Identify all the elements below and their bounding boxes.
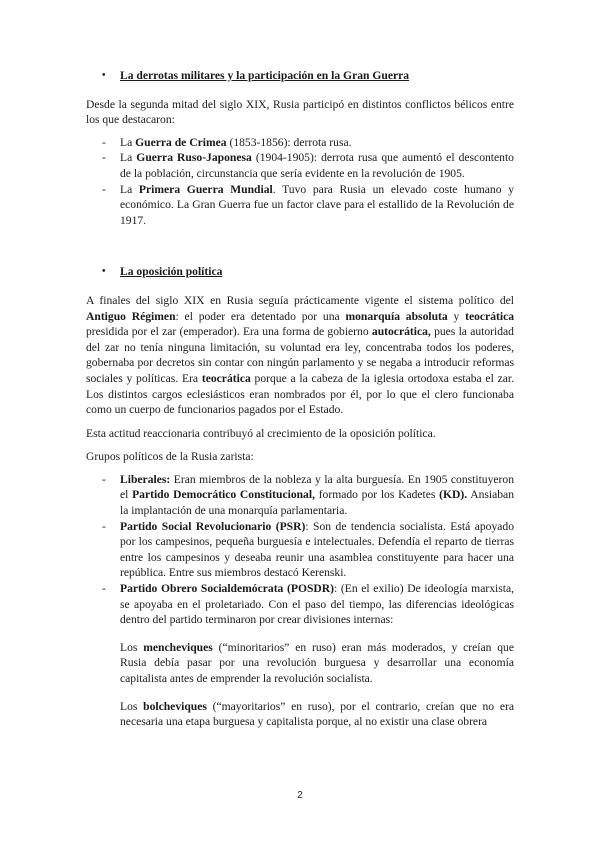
text-run: (1904-1905): derrota rusa que aumentó el descontento de la población, circunstancia que sería evidente en la revolución de 1905. [120, 151, 514, 180]
political-groups-list [86, 472, 514, 628]
page-number: 2 [297, 790, 303, 801]
list-item-psr: - Partido Social Revolucionario (PSR): Son de tendencia socialista. Está apoyado por los campesinos, pequeña burguesía e intelectuales. Defendía el reparto de tierras entre los campesinos y deseaba reunir una asamblea constituyente para hacer una república. Entre sus miembros destacó Kerenski. [86, 519, 514, 581]
bold-term: Guerra de Crimea [135, 135, 227, 149]
dash-marker: - [102, 151, 106, 165]
bold-term: teocrática [465, 309, 515, 323]
dash-marker: - [102, 472, 106, 486]
list-item [86, 150, 514, 181]
bold-term: monarquía absoluta [345, 309, 448, 323]
section-heading-military-defeats [86, 68, 514, 84]
text-run: La [120, 182, 139, 196]
bold-term: teocrática [201, 371, 251, 385]
dash-marker: - [102, 182, 106, 196]
section-heading-political-opposition [86, 264, 514, 280]
text-run: La [120, 151, 137, 165]
bold-term: bolcheviques [143, 699, 207, 713]
paragraph-bolcheviques: Los bolcheviques (“mayoritarios” en ruso), por el contrario, creían que no era necesaria una etapa burguesa y capitalista porque, al no existir una clase obrera [120, 699, 514, 729]
section-title: La oposición política [120, 265, 223, 279]
dash-marker: - [102, 135, 106, 149]
bold-term: Antiguo Régimen [86, 309, 176, 323]
bullet-icon: • [102, 70, 106, 81]
paragraph: Grupos políticos de la Rusia zarista: [86, 450, 254, 464]
list-item [86, 135, 514, 151]
bold-term: autocrática, [371, 325, 431, 339]
bold-term: Primera Guerra Mundial [138, 182, 273, 196]
war-list [86, 135, 514, 229]
dash-marker: - [102, 519, 106, 533]
bold-term: Liberales: [120, 472, 171, 486]
page-content [86, 68, 514, 730]
bold-term: Guerra Ruso-Japonesa [136, 151, 252, 165]
dash-marker: - [102, 582, 106, 596]
paragraph: Desde la segunda mitad del siglo XIX, Rusia participó en distintos conflictos bélicos entre los que destacaron: [86, 97, 514, 127]
paragraph: A finales del siglo XIX en Rusia seguía prácticamente vigente el sistema político del Antiguo Régimen: el poder era detentado por una monarquía absoluta y teocrática presidida por el zar (emperador). Era una forma de gobierno autocrática, pues la autoridad del zar no tenía ninguna limitación, su voluntad era ley, concentraba todos los poderes, gobernaba por decretos sin contar con ningún parlamento y se negaba a introducir reformas sociales y políticas. Era teocrática porque a la cabeza de la iglesia ortodoxa estaba el zar. Los distintos cargos eclesiásticos eran nombrados por él, por lo que el clero funcionaba como un cuerpo de funcionarios pagados por el Estado. [86, 293, 515, 417]
bold-term: mencheviques [143, 640, 213, 654]
paragraph-mencheviques: Los mencheviques (“minoritarios” en ruso) eran más moderados, y creían que Rusia debía pasar por una revolución burguesa y desarrollar una economía capitalista antes de emprender la revolución socialista. [120, 640, 514, 685]
bold-term: Partido Obrero Socialdemócrata (POSDR) [120, 582, 335, 596]
text-run: La [120, 135, 136, 149]
bullet-icon: • [102, 266, 106, 278]
list-item-liberales: - Liberales: Eran miembros de la nobleza y la alta burguesía. En 1905 constituyeron el Partido Democrático Constitucional, formado por los Kadetes (KD). Ansiaban la implantación de una monarquía parlamentaria. [86, 472, 514, 519]
text-run: . Tuvo para Rusia un elevado coste humano y económico. La Gran Guerra fue un factor clave para el estallido de la Revolución de 1917. [120, 182, 514, 227]
list-item [86, 182, 514, 229]
bold-term: Partido Democrático Constitucional, [132, 488, 315, 502]
text-run: (1853-1856): derrota rusa. [226, 135, 352, 149]
bold-term: (KD). [439, 488, 468, 502]
paragraph: Esta actitud reaccionaria contribuyó al crecimiento de la oposición política. [86, 426, 436, 440]
list-item-posdr: - Partido Obrero Socialdemócrata (POSDR): (En el exilio) De ideología marxista, se apoyaba en el proletariado. Con el paso del tiempo, las diferencias ideológicas dentro del partido terminaron por crear divisiones internas: [86, 581, 514, 628]
section-title: La derrotas militares y la participación en la Gran Guerra [120, 69, 410, 82]
bold-term: Partido Social Revolucionario (PSR) [120, 519, 306, 533]
